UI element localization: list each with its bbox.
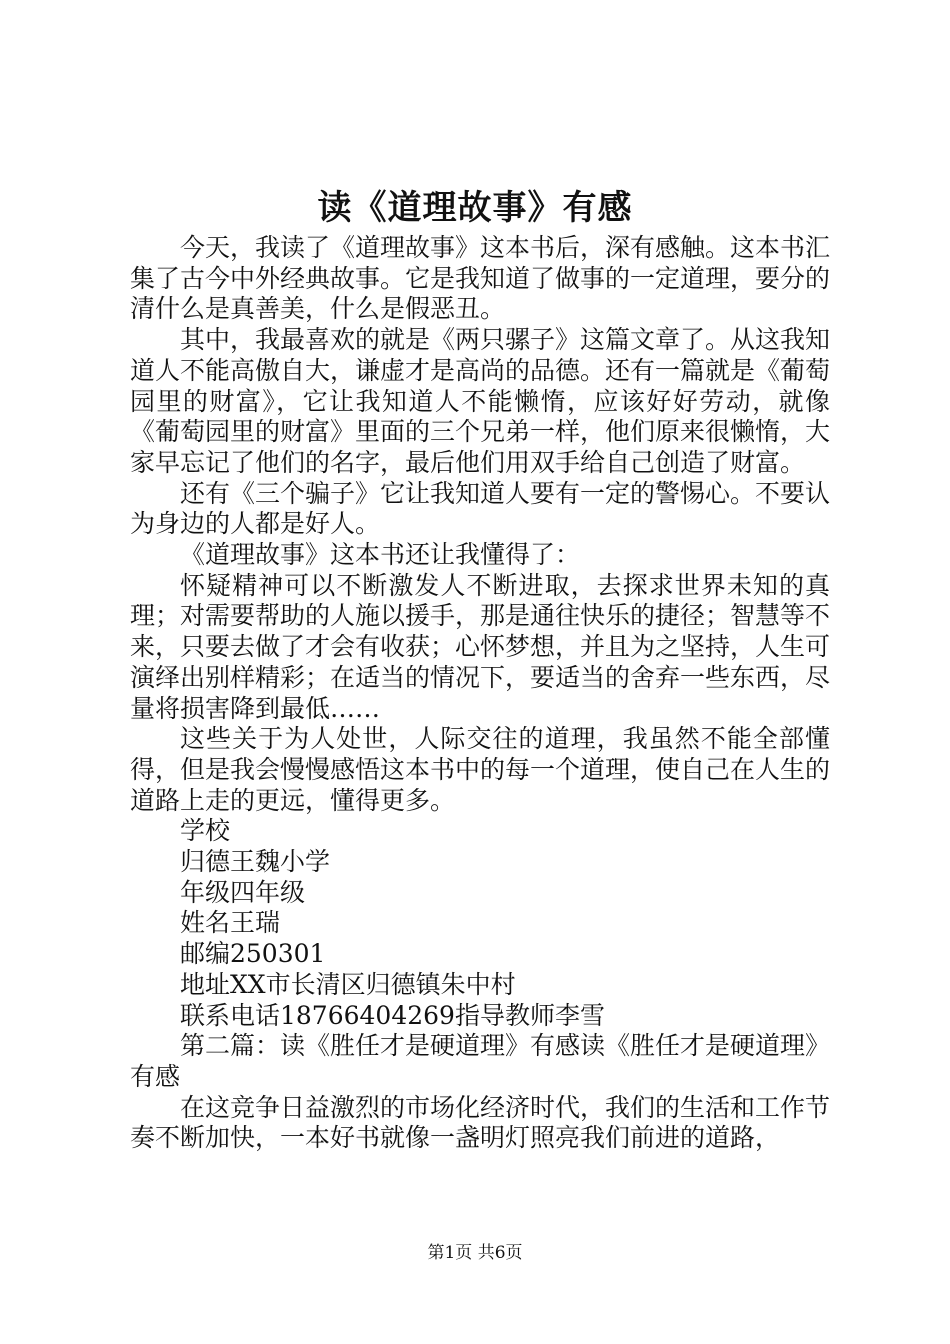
info-postcode: 邮编250301 [180, 939, 326, 969]
document-body [130, 233, 830, 1154]
paragraph-3: 还有《三个骗子》它让我知道人要有一定的警惕心。不要认为身边的人都是好人。 [130, 478, 831, 539]
paragraph-1: 今天，我读了《道理故事》这本书后，深有感触。这本书汇集了古今中外经典故事。它是我知道了做事的一定道理，要分的清什么是真善美，什么是假恶丑。 [130, 233, 831, 324]
info-grade: 年级四年级 [180, 877, 306, 907]
info-address: 地址XX市长清区归德镇朱中村 [180, 969, 516, 999]
paragraph-4: 《道理故事》这本书还让我懂得了： [180, 540, 581, 570]
info-phone-teacher: 联系电话18766404269指导教师李雪 [180, 1000, 605, 1030]
paragraph-6: 这些关于为人处世，人际交往的道理，我虽然不能全部懂得，但是我会慢慢感悟这本书中的每一个道理，使自己在人生的道路上走的更远，懂得更多。 [130, 724, 831, 815]
info-school-name: 归德王魏小学 [180, 847, 331, 877]
paragraph-5: 怀疑精神可以不断激发人不断进取，去探求世界未知的真理；对需要帮助的人施以援手，那是通往快乐的捷径；智慧等不来，只要去做了才会有收获；心怀梦想，并且为之坚持，人生可演绎出别样精彩；在适当的情况下，要适当的舍弃一些东西，尽量将损害降到最低…… [130, 570, 831, 723]
info-school-label: 学校 [180, 816, 231, 846]
info-name: 姓名王瑞 [180, 908, 281, 938]
page-number-footer: 第1页 共6页 [427, 1243, 523, 1263]
second-article-paragraph: 在这竞争日益激烈的市场化经济时代，我们的生活和工作节奏不断加快，一本好书就像一盏明灯照亮我们前进的道路， [130, 1092, 831, 1153]
second-article-title: 第二篇：读《胜任才是硬道理》有感读《胜任才是硬道理》有感 [130, 1031, 831, 1091]
paragraph-2: 其中，我最喜欢的就是《两只骡子》这篇文章了。从这我知道人不能高傲自大，谦虚才是高尚的品德。还有一篇就是《葡萄园里的财富》，它让我知道人不能懒惰，应该好好劳动，就像《葡萄园里的财富》里面的三个兄弟一样，他们原来很懒惰，大家早忘记了他们的名字，最后他们用双手给自己创造了财富。 [130, 325, 831, 477]
document-title: 读《道理故事》有感 [317, 188, 633, 228]
